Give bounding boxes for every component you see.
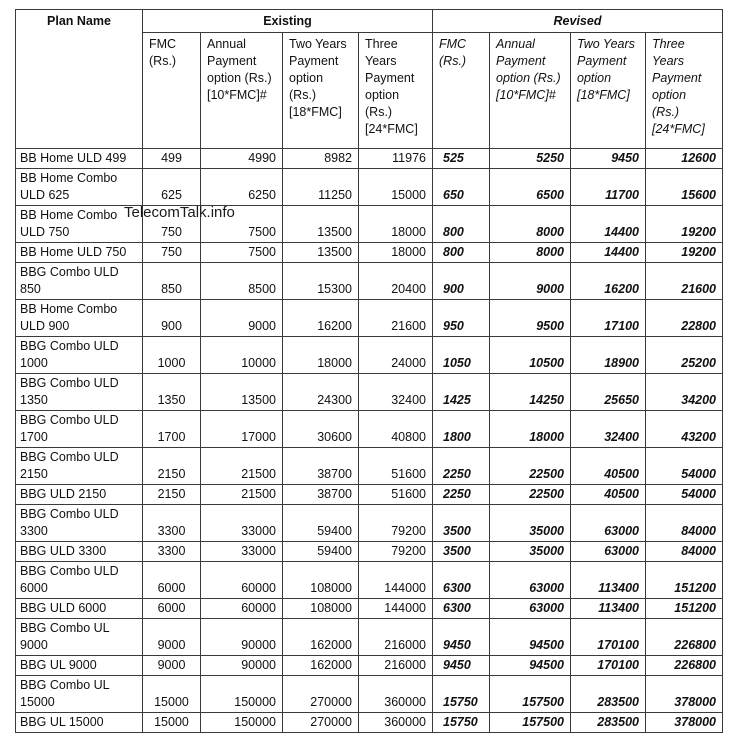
existing-value-cell: 9000 <box>143 656 201 676</box>
existing-value-cell: 90000 <box>201 619 283 656</box>
existing-value-cell: 625 <box>143 169 201 206</box>
revised-value-cell: 151200 <box>646 562 723 599</box>
revised-value-cell: 63000 <box>571 505 646 542</box>
existing-value-cell: 79200 <box>359 505 433 542</box>
table-row <box>16 505 723 542</box>
table-row <box>16 619 723 656</box>
table-row <box>16 263 723 300</box>
table-row <box>16 448 723 485</box>
existing-value-cell: 900 <box>143 300 201 337</box>
existing-value-cell: 150000 <box>201 676 283 713</box>
plan-name-cell: BBG Combo ULD 1700 <box>16 411 143 448</box>
table-row <box>16 206 723 243</box>
existing-value-cell: 60000 <box>201 562 283 599</box>
revised-value-cell: 16200 <box>571 263 646 300</box>
table-row <box>16 713 723 733</box>
revised-value-cell: 1425 <box>433 374 490 411</box>
revised-value-cell: 15600 <box>646 169 723 206</box>
existing-value-cell: 33000 <box>201 505 283 542</box>
table-row <box>16 243 723 263</box>
existing-value-cell: 6000 <box>143 599 201 619</box>
existing-value-cell: 4990 <box>201 149 283 169</box>
revised-value-cell: 34200 <box>646 374 723 411</box>
existing-value-cell: 11250 <box>283 169 359 206</box>
revised-value-cell: 9500 <box>490 300 571 337</box>
revised-value-cell: 800 <box>433 243 490 263</box>
existing-value-cell: 21500 <box>201 448 283 485</box>
revised-value-cell: 226800 <box>646 656 723 676</box>
table-row <box>16 300 723 337</box>
tariff-table <box>15 9 723 733</box>
existing-value-cell: 850 <box>143 263 201 300</box>
revised-value-cell: 3500 <box>433 542 490 562</box>
revised-value-cell: 54000 <box>646 448 723 485</box>
existing-value-cell: 150000 <box>201 713 283 733</box>
existing-value-cell: 162000 <box>283 656 359 676</box>
existing-value-cell: 18000 <box>359 243 433 263</box>
revised-value-cell: 9450 <box>571 149 646 169</box>
tariff-table-container <box>15 9 722 733</box>
plan-name-cell: BB Home Combo ULD 625 <box>16 169 143 206</box>
existing-value-cell: 1000 <box>143 337 201 374</box>
revised-value-cell: 8000 <box>490 206 571 243</box>
existing-value-cell: 60000 <box>201 599 283 619</box>
existing-value-cell: 21600 <box>359 300 433 337</box>
revised-value-cell: 19200 <box>646 243 723 263</box>
existing-value-cell: 32400 <box>359 374 433 411</box>
existing-value-cell: 15000 <box>359 169 433 206</box>
revised-fmc-header: FMC (Rs.) <box>433 33 490 149</box>
revised-group-header: Revised <box>433 10 723 33</box>
plan-name-cell: BBG Combo ULD 2150 <box>16 448 143 485</box>
existing-value-cell: 21500 <box>201 485 283 505</box>
revised-value-cell: 113400 <box>571 599 646 619</box>
revised-value-cell: 17100 <box>571 300 646 337</box>
revised-value-cell: 43200 <box>646 411 723 448</box>
table-row <box>16 149 723 169</box>
revised-value-cell: 900 <box>433 263 490 300</box>
revised-value-cell: 950 <box>433 300 490 337</box>
existing-value-cell: 1350 <box>143 374 201 411</box>
plan-name-header: Plan Name <box>16 10 143 149</box>
table-row <box>16 542 723 562</box>
revised-value-cell: 2250 <box>433 448 490 485</box>
existing-value-cell: 20400 <box>359 263 433 300</box>
table-row <box>16 485 723 505</box>
existing-value-cell: 3300 <box>143 505 201 542</box>
revised-value-cell: 800 <box>433 206 490 243</box>
revised-value-cell: 54000 <box>646 485 723 505</box>
revised-value-cell: 157500 <box>490 676 571 713</box>
existing-value-cell: 51600 <box>359 485 433 505</box>
existing-value-cell: 15300 <box>283 263 359 300</box>
revised-value-cell: 10500 <box>490 337 571 374</box>
plan-name-cell: BBG UL 15000 <box>16 713 143 733</box>
table-row <box>16 599 723 619</box>
revised-value-cell: 9000 <box>490 263 571 300</box>
table-row <box>16 562 723 599</box>
revised-value-cell: 40500 <box>571 485 646 505</box>
revised-value-cell: 9450 <box>433 656 490 676</box>
revised-value-cell: 378000 <box>646 713 723 733</box>
revised-value-cell: 22800 <box>646 300 723 337</box>
existing-value-cell: 10000 <box>201 337 283 374</box>
revised-value-cell: 170100 <box>571 619 646 656</box>
revised-value-cell: 84000 <box>646 505 723 542</box>
revised-value-cell: 22500 <box>490 485 571 505</box>
existing-value-cell: 30600 <box>283 411 359 448</box>
revised-value-cell: 21600 <box>646 263 723 300</box>
plan-name-cell: BBG Combo ULD 1350 <box>16 374 143 411</box>
existing-value-cell: 40800 <box>359 411 433 448</box>
plan-name-cell: BB Home ULD 499 <box>16 149 143 169</box>
existing-value-cell: 7500 <box>201 206 283 243</box>
revised-value-cell: 40500 <box>571 448 646 485</box>
revised-value-cell: 6300 <box>433 599 490 619</box>
plan-name-cell: BB Home Combo ULD 750 <box>16 206 143 243</box>
existing-value-cell: 16200 <box>283 300 359 337</box>
revised-value-cell: 151200 <box>646 599 723 619</box>
revised-value-cell: 3500 <box>433 505 490 542</box>
plan-name-cell: BBG Combo UL 15000 <box>16 676 143 713</box>
revised-value-cell: 378000 <box>646 676 723 713</box>
existing-value-cell: 360000 <box>359 713 433 733</box>
existing-value-cell: 24300 <box>283 374 359 411</box>
table-row <box>16 374 723 411</box>
revised-value-cell: 15750 <box>433 676 490 713</box>
existing-value-cell: 270000 <box>283 713 359 733</box>
plan-name-cell: BBG Combo ULD 850 <box>16 263 143 300</box>
revised-value-cell: 14400 <box>571 206 646 243</box>
existing-value-cell: 1700 <box>143 411 201 448</box>
existing-value-cell: 24000 <box>359 337 433 374</box>
existing-value-cell: 38700 <box>283 485 359 505</box>
existing-value-cell: 144000 <box>359 562 433 599</box>
revised-value-cell: 35000 <box>490 542 571 562</box>
revised-value-cell: 25200 <box>646 337 723 374</box>
existing-three-years-header: Three Years Payment option (Rs.) [24*FMC] <box>359 33 433 149</box>
revised-two-years-header: Two Years Payment option [18*FMC] <box>571 33 646 149</box>
revised-value-cell: 25650 <box>571 374 646 411</box>
plan-name-cell: BBG Combo ULD 3300 <box>16 505 143 542</box>
existing-group-header: Existing <box>143 10 433 33</box>
existing-value-cell: 6250 <box>201 169 283 206</box>
existing-value-cell: 162000 <box>283 619 359 656</box>
existing-value-cell: 108000 <box>283 599 359 619</box>
revised-value-cell: 32400 <box>571 411 646 448</box>
watermark: TelecomTalk.info <box>124 204 235 221</box>
existing-value-cell: 3300 <box>143 542 201 562</box>
existing-value-cell: 38700 <box>283 448 359 485</box>
existing-two-years-header: Two Years Payment option (Rs.) [18*FMC] <box>283 33 359 149</box>
revised-value-cell: 283500 <box>571 713 646 733</box>
plan-name-cell: BB Home Combo ULD 900 <box>16 300 143 337</box>
revised-value-cell: 35000 <box>490 505 571 542</box>
table-row <box>16 656 723 676</box>
table-row <box>16 676 723 713</box>
revised-three-years-header: Three Years Payment option (Rs.) [24*FMC] <box>646 33 723 149</box>
existing-value-cell: 9000 <box>143 619 201 656</box>
existing-annual-header: Annual Payment option (Rs.) [10*FMC]# <box>201 33 283 149</box>
table-row <box>16 411 723 448</box>
existing-value-cell: 15000 <box>143 676 201 713</box>
existing-value-cell: 13500 <box>283 206 359 243</box>
existing-value-cell: 2150 <box>143 485 201 505</box>
existing-value-cell: 59400 <box>283 505 359 542</box>
existing-value-cell: 144000 <box>359 599 433 619</box>
revised-value-cell: 157500 <box>490 713 571 733</box>
revised-value-cell: 84000 <box>646 542 723 562</box>
existing-value-cell: 7500 <box>201 243 283 263</box>
existing-fmc-header: FMC (Rs.) <box>143 33 201 149</box>
table-body <box>16 149 723 733</box>
plan-name-cell: BBG Combo ULD 6000 <box>16 562 143 599</box>
revised-value-cell: 650 <box>433 169 490 206</box>
revised-value-cell: 8000 <box>490 243 571 263</box>
table-row <box>16 337 723 374</box>
existing-value-cell: 750 <box>143 206 201 243</box>
revised-value-cell: 19200 <box>646 206 723 243</box>
existing-value-cell: 18000 <box>283 337 359 374</box>
revised-value-cell: 1050 <box>433 337 490 374</box>
revised-value-cell: 63000 <box>490 562 571 599</box>
revised-value-cell: 94500 <box>490 656 571 676</box>
plan-name-cell: BBG ULD 3300 <box>16 542 143 562</box>
revised-value-cell: 1800 <box>433 411 490 448</box>
revised-value-cell: 11700 <box>571 169 646 206</box>
revised-value-cell: 18900 <box>571 337 646 374</box>
table-row <box>16 169 723 206</box>
existing-value-cell: 216000 <box>359 656 433 676</box>
revised-value-cell: 14400 <box>571 243 646 263</box>
existing-value-cell: 79200 <box>359 542 433 562</box>
revised-value-cell: 63000 <box>571 542 646 562</box>
revised-value-cell: 15750 <box>433 713 490 733</box>
revised-value-cell: 170100 <box>571 656 646 676</box>
revised-value-cell: 113400 <box>571 562 646 599</box>
plan-name-cell: BBG UL 9000 <box>16 656 143 676</box>
existing-value-cell: 15000 <box>143 713 201 733</box>
existing-value-cell: 750 <box>143 243 201 263</box>
revised-annual-header: Annual Payment option (Rs.) [10*FMC]# <box>490 33 571 149</box>
existing-value-cell: 108000 <box>283 562 359 599</box>
existing-value-cell: 90000 <box>201 656 283 676</box>
group-header-row <box>16 10 723 33</box>
revised-value-cell: 226800 <box>646 619 723 656</box>
revised-value-cell: 14250 <box>490 374 571 411</box>
existing-value-cell: 33000 <box>201 542 283 562</box>
existing-value-cell: 59400 <box>283 542 359 562</box>
revised-value-cell: 525 <box>433 149 490 169</box>
existing-value-cell: 360000 <box>359 676 433 713</box>
revised-value-cell: 6500 <box>490 169 571 206</box>
existing-value-cell: 9000 <box>201 300 283 337</box>
existing-value-cell: 17000 <box>201 411 283 448</box>
existing-value-cell: 216000 <box>359 619 433 656</box>
plan-name-cell: BBG ULD 6000 <box>16 599 143 619</box>
revised-value-cell: 12600 <box>646 149 723 169</box>
revised-value-cell: 18000 <box>490 411 571 448</box>
revised-value-cell: 5250 <box>490 149 571 169</box>
plan-name-cell: BBG ULD 2150 <box>16 485 143 505</box>
revised-value-cell: 9450 <box>433 619 490 656</box>
existing-value-cell: 13500 <box>283 243 359 263</box>
existing-value-cell: 18000 <box>359 206 433 243</box>
existing-value-cell: 11976 <box>359 149 433 169</box>
existing-value-cell: 6000 <box>143 562 201 599</box>
plan-name-cell: BBG Combo UL 9000 <box>16 619 143 656</box>
existing-value-cell: 13500 <box>201 374 283 411</box>
revised-value-cell: 2250 <box>433 485 490 505</box>
existing-value-cell: 2150 <box>143 448 201 485</box>
revised-value-cell: 22500 <box>490 448 571 485</box>
revised-value-cell: 6300 <box>433 562 490 599</box>
revised-value-cell: 63000 <box>490 599 571 619</box>
revised-value-cell: 283500 <box>571 676 646 713</box>
existing-value-cell: 270000 <box>283 676 359 713</box>
plan-name-cell: BBG Combo ULD 1000 <box>16 337 143 374</box>
existing-value-cell: 51600 <box>359 448 433 485</box>
existing-value-cell: 8500 <box>201 263 283 300</box>
revised-value-cell: 94500 <box>490 619 571 656</box>
plan-name-cell: BB Home ULD 750 <box>16 243 143 263</box>
existing-value-cell: 499 <box>143 149 201 169</box>
existing-value-cell: 8982 <box>283 149 359 169</box>
